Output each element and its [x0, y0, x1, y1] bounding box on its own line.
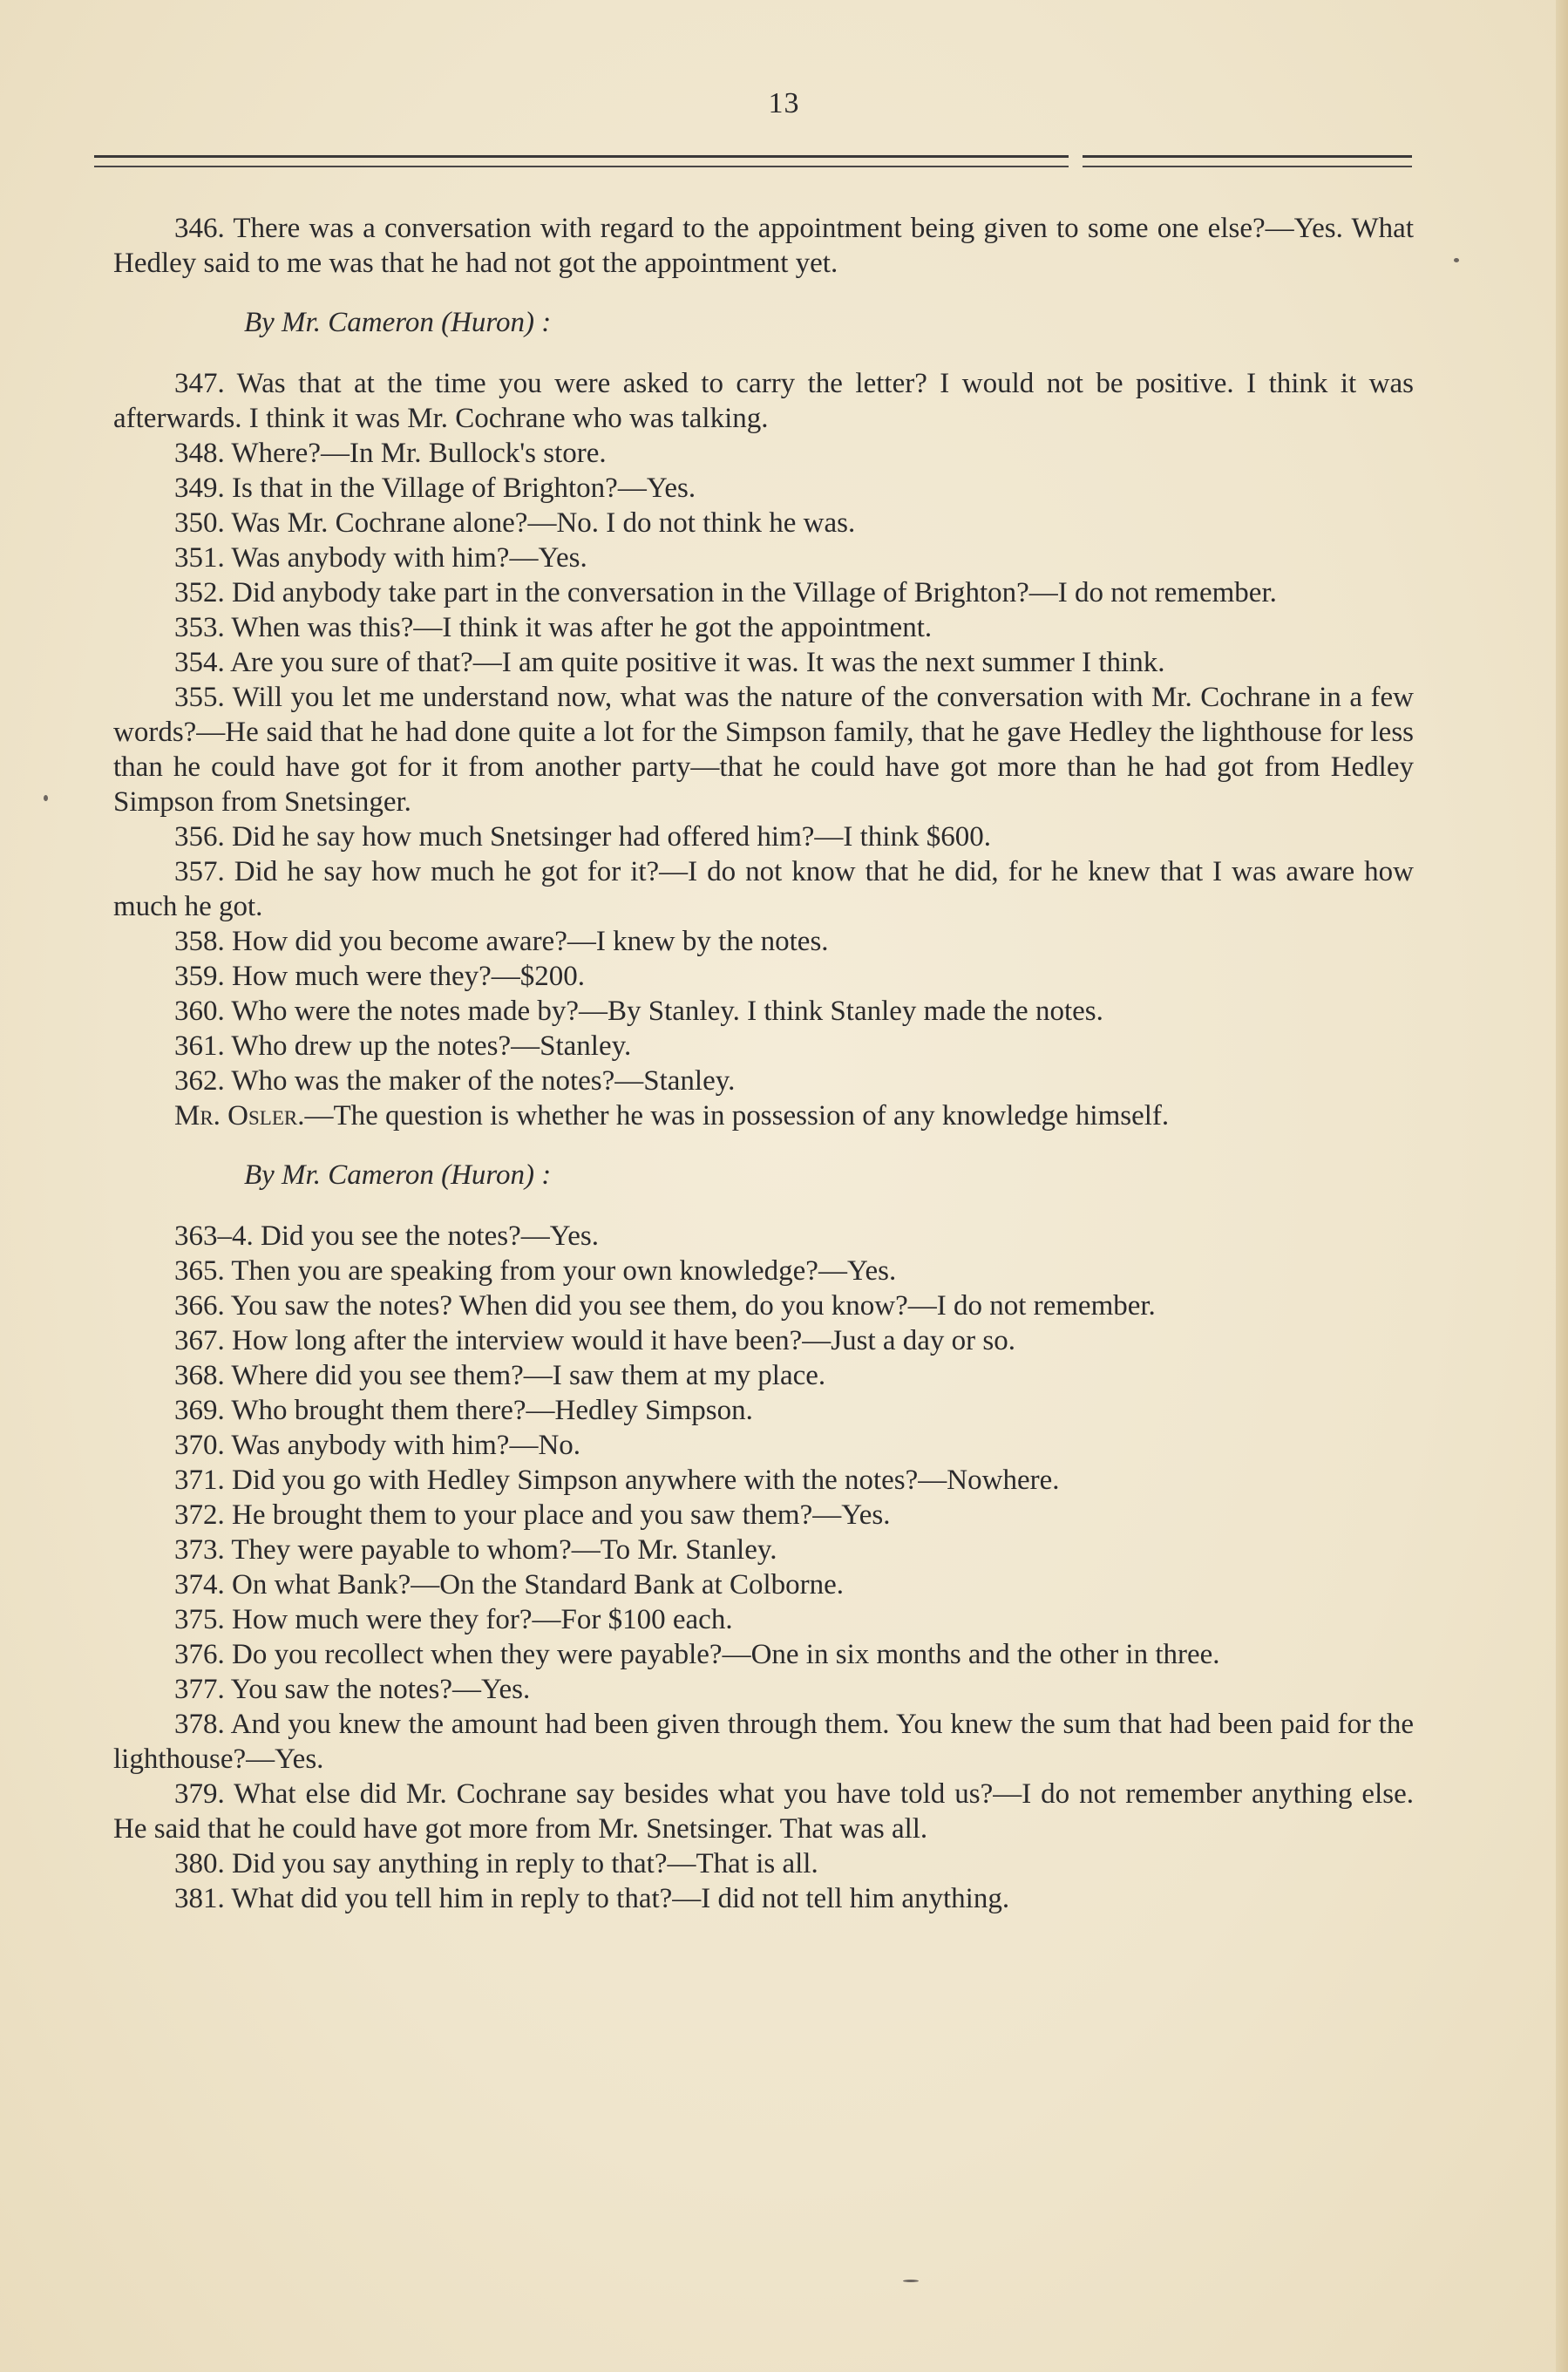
- question-answer: 371. Did you go with Hedley Simpson anywhere with the notes?—Nowhere.: [174, 1465, 1060, 1496]
- question-answer: 357. Did he say how much he got for it?—I do not know that he did, for he knew that I was aware how much he got.: [113, 856, 1414, 922]
- question-answer: 373. They were payable to whom?—To Mr. Stanley.: [174, 1534, 777, 1566]
- question-answer: 380. Did you say anything in reply to that?—That is all.: [174, 1848, 818, 1879]
- question-answer: 369. Who brought them there?—Hedley Simpson.: [174, 1395, 753, 1426]
- question-answer: 348. Where?—In Mr. Bullock's store.: [174, 438, 607, 469]
- question-answer: 377. You saw the notes?—Yes.: [174, 1674, 531, 1705]
- question-answer: 367. How long after the interview would it have been?—Just a day or so.: [174, 1325, 1016, 1356]
- speaker-name: Mr. Osler.: [174, 1100, 305, 1132]
- question-answer: 358. How did you become aware?—I knew by the notes.: [174, 926, 829, 957]
- page-edge: [1556, 0, 1568, 2372]
- question-answer: 375. How much were they for?—For $100 each.: [174, 1604, 733, 1635]
- ink-speck: [1454, 258, 1459, 262]
- question-answer: 363–4. Did you see the notes?—Yes.: [174, 1220, 600, 1252]
- header-rule-left: [94, 155, 1069, 181]
- question-answer: 372. He brought them to your place and you saw them?—Yes.: [174, 1499, 891, 1531]
- question-answer: 374. On what Bank?—On the Standard Bank at Colborne.: [174, 1569, 845, 1601]
- question-answer: 356. Did he say how much Snetsinger had offered him?—I think $600.: [174, 821, 991, 853]
- page-number: 13: [768, 87, 800, 119]
- speaker-statement: [113, 1098, 1414, 1133]
- header-rule-right: [1083, 155, 1412, 181]
- question-answer: 381. What did you tell him in reply to that?—I did not tell him anything.: [174, 1883, 1010, 1914]
- examiner-heading: By Mr. Cameron (Huron) :: [244, 1159, 552, 1191]
- question-answer: 349. Is that in the Village of Brighton?—Yes.: [174, 472, 696, 504]
- ink-speck: [903, 2280, 919, 2282]
- question-answer: 354. Are you sure of that?—I am quite positive it was. It was the next summer I think.: [174, 647, 1165, 678]
- question-answer: 365. Then you are speaking from your own knowledge?—Yes.: [174, 1255, 897, 1287]
- question-answer: 346. There was a conversation with regard to the appointment being given to some one else?—Yes. What Hedley said to me was that he had not got the appointment yet.: [113, 213, 1414, 279]
- question-answer: 350. Was Mr. Cochrane alone?—No. I do not think he was.: [174, 507, 856, 539]
- question-answer: 368. Where did you see them?—I saw them at my place.: [174, 1360, 826, 1391]
- question-answer: 352. Did anybody take part in the conversation in the Village of Brighton?—I do not remember.: [174, 577, 1277, 608]
- question-answer: 366. You saw the notes? When did you see them, do you know?—I do not remember.: [174, 1290, 1156, 1322]
- ink-speck: [44, 795, 48, 801]
- question-answer: 378. And you knew the amount had been given through them. You knew the sum that had been paid for the lighthouse?—Yes.: [113, 1709, 1414, 1775]
- question-answer: 361. Who drew up the notes?—Stanley.: [174, 1030, 632, 1062]
- question-answer: 347. Was that at the time you were asked to carry the letter? I would not be positive. I think it was afterwards. I think it was Mr. Cochrane who was talking.: [113, 368, 1414, 434]
- question-answer: 355. Will you let me understand now, what was the nature of the conversation with Mr. Cochrane in a few words?—He said that he had done quite a lot for the Simpson family, that he gave Hedley the lighthouse for less than he could have got for it from another party—that he could have got more than he had got from Hedley Simpson from Snetsinger.: [113, 682, 1414, 818]
- question-answer: 353. When was this?—I think it was after he got the appointment.: [174, 612, 933, 643]
- question-answer: 362. Who was the maker of the notes?—Stanley.: [174, 1065, 736, 1097]
- question-answer: 376. Do you recollect when they were payable?—One in six months and the other in three.: [174, 1639, 1220, 1670]
- question-answer: 379. What else did Mr. Cochrane say besides what you have told us?—I do not remember anything else. He said that he could have got more from Mr. Snetsinger. That was all.: [113, 1778, 1414, 1845]
- speaker-text: —The question is whether he was in possession of any knowledge himself.: [304, 1100, 1170, 1132]
- question-answer: 359. How much were they?—$200.: [174, 961, 586, 992]
- question-answer: 370. Was anybody with him?—No.: [174, 1430, 581, 1461]
- testimony-text: [113, 211, 1414, 1916]
- question-answer: 351. Was anybody with him?—Yes.: [174, 542, 587, 574]
- question-answer: 360. Who were the notes made by?—By Stanley. I think Stanley made the notes.: [174, 996, 1103, 1027]
- examiner-heading: By Mr. Cameron (Huron) :: [244, 307, 552, 338]
